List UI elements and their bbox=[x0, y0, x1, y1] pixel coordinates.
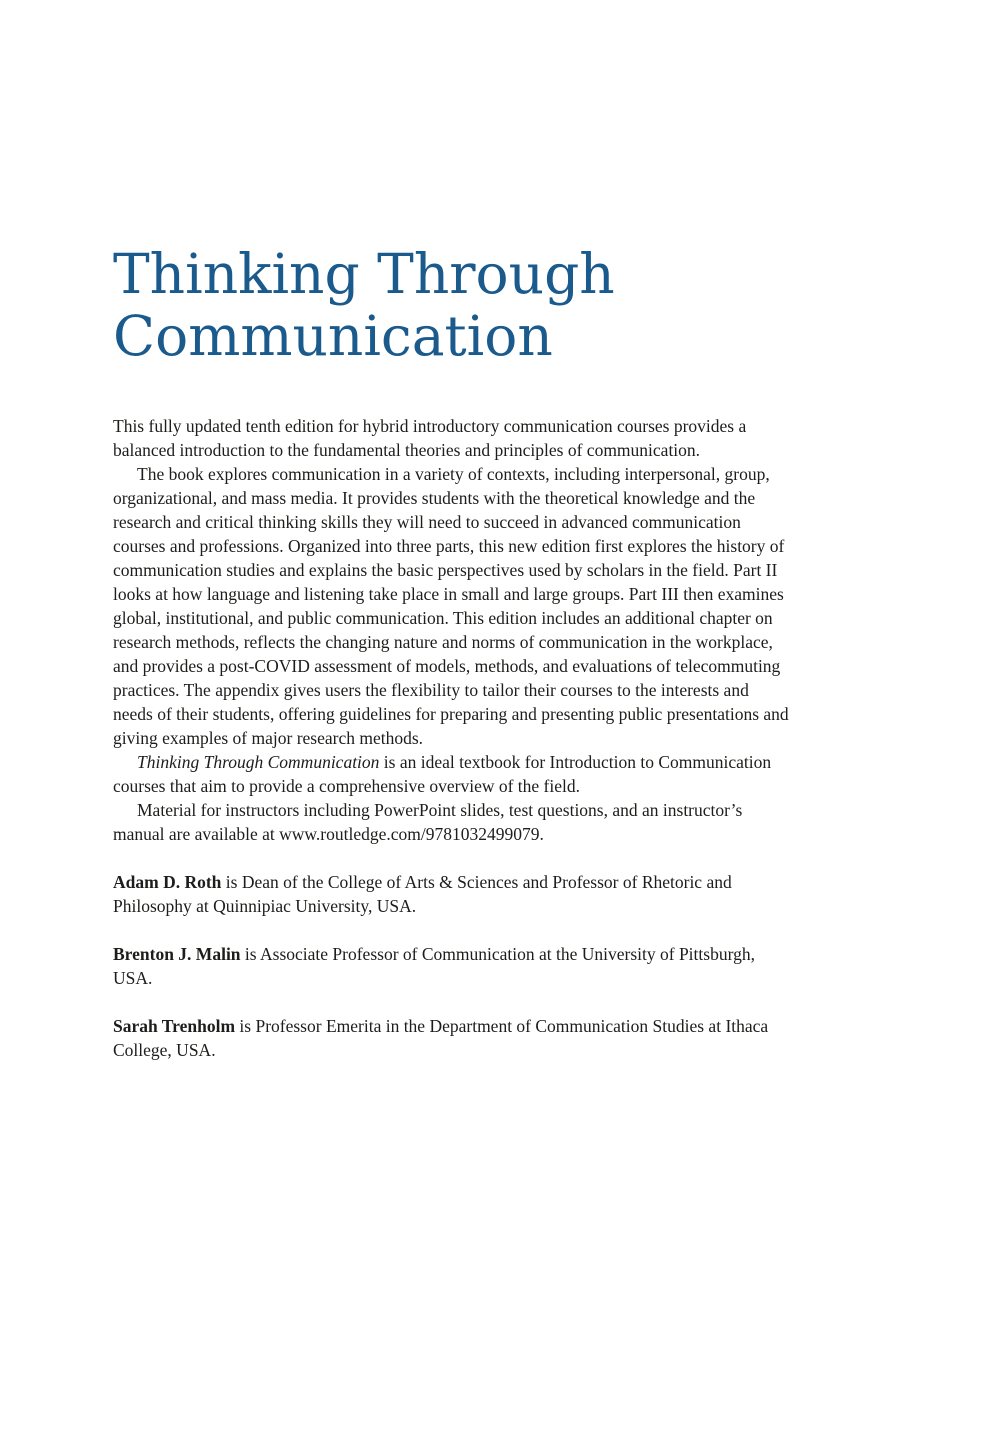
author-bio-text: is Professor Emerita in the Department of Communication Studies at Ithaca College, USA. bbox=[113, 1016, 769, 1060]
author-bio-text: is Associate Professor of Communication at the University of Pittsburgh, USA. bbox=[113, 944, 755, 988]
description-paragraph-2: The book explores communication in a variety of contexts, including interpersonal, group, organizational, and mass media. It provides students with the theoretical knowledge and the research and critical thinking skills they will need to succeed in advanced communication courses and professions. Organized into three parts, this new edition first explores the history of communication studies and explains the basic perspectives used by scholars in the field. Part II looks at how language and listening take place in small and large groups. Part III then examines global, institutional, and public communication. This edition includes an additional chapter on research methods, reflects the changing nature and norms of communication in the workplace, and provides a post-COVID assessment of models, methods, and evaluations of telecommuting practices. The appendix gives users the flexibility to tailor their courses to the interests and needs of their students, offering guidelines for preparing and presenting public presentations and giving examples of major research methods. bbox=[113, 464, 789, 748]
book-title bbox=[113, 243, 813, 367]
author-bio-trenholm bbox=[113, 1014, 793, 1062]
author-name: Adam D. Roth bbox=[113, 872, 222, 892]
description-paragraph-3 bbox=[113, 750, 793, 798]
book-title-line-1: Thinking Through bbox=[113, 242, 615, 306]
author-bio-malin bbox=[113, 942, 793, 990]
book-title-italic: Thinking Through Communication bbox=[137, 752, 380, 772]
author-bio-roth bbox=[113, 870, 793, 918]
author-name: Sarah Trenholm bbox=[113, 1016, 236, 1036]
description-paragraph-1: This fully updated tenth edition for hybrid introductory communication courses provides a balanced introduction to the fundamental theories and principles of communication. bbox=[113, 416, 747, 460]
author-name: Brenton J. Malin bbox=[113, 944, 241, 964]
book-description bbox=[113, 414, 793, 1062]
author-bio-text: is Dean of the College of Arts & Sciences and Professor of Rhetoric and Philosophy at Quinnipiac University, USA. bbox=[113, 872, 732, 916]
description-paragraph-3-text: is an ideal textbook for Introduction to Communication courses that aim to provide a comprehensive overview of the field. bbox=[113, 752, 772, 796]
book-title-line-2: Communication bbox=[113, 304, 553, 368]
description-paragraph-4: Material for instructors including PowerPoint slides, test questions, and an instructor’s manual are available at www.routledge.com/9781032499079. bbox=[113, 800, 743, 844]
